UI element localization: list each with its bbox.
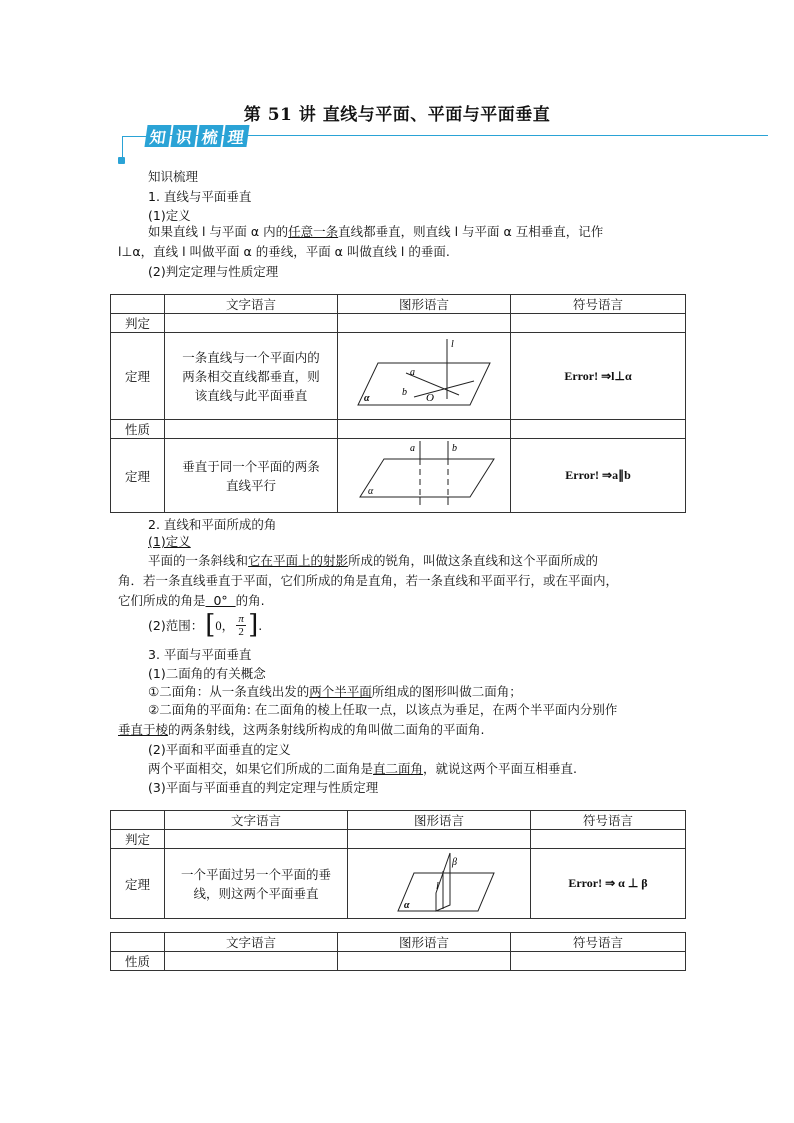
- cell-text: 一个平面过另一个平面的垂 线，则这两个平面垂直: [165, 849, 348, 919]
- cell-text: 垂直于同一个平面的两条 直线平行: [165, 439, 338, 513]
- s1-thm-label: (2)判定定理与性质定理: [148, 264, 279, 279]
- row-label: 定理: [111, 333, 165, 420]
- fig-label-o: O: [426, 391, 434, 404]
- s3-d1: (2)平面和平面垂直的定义: [148, 742, 291, 757]
- col-header: 符号语言: [531, 811, 686, 830]
- s2-line2: 角．若一条直线垂直于平面，它们所成的角是直角，若一条直线和平面平行，或在平面内，: [118, 573, 619, 588]
- s3-c4: 垂直于棱的两条射线，这两条射线所构成的角叫做二面角的平面角.: [118, 722, 485, 737]
- col-header: 符号语言: [511, 933, 686, 952]
- figure-line-perp-plane: [338, 333, 511, 420]
- s2-line1: 平面的一条斜线和它在平面上的射影所成的锐角，叫做这条直线和这个平面所成的: [148, 553, 599, 568]
- cell-symbol: Error! ⇒l⊥α: [511, 333, 686, 420]
- col-header: 图形语言: [338, 933, 511, 952]
- s2-def-label: (1)定义: [148, 534, 191, 549]
- row-label: 判定: [111, 830, 165, 849]
- cell-text: 一条直线与一个平面内的 两条相交直线都垂直，则 该直线与此平面垂直: [165, 333, 338, 420]
- col-header: 文字语言: [165, 295, 338, 314]
- page-title: 第 51 讲 直线与平面、平面与平面垂直: [243, 105, 551, 125]
- figure-parallel-perp-lines: [338, 439, 511, 513]
- banner-char: 梳: [196, 125, 223, 147]
- s3-c1: (1)二面角的有关概念: [148, 666, 266, 681]
- fig-label-alpha: α: [404, 900, 410, 911]
- table-plane-plane-judge: [110, 810, 686, 919]
- s3-d3: (3)平面与平面垂直的判定定理与性质定理: [148, 780, 379, 795]
- col-header: 文字语言: [165, 933, 338, 952]
- s1-def-line2: l⊥α，直线 l 叫做平面 α 的垂线，平面 α 叫做直线 l 的垂面.: [118, 244, 450, 259]
- cell-symbol: Error! ⇒ α ⊥ β: [531, 849, 686, 919]
- banner-char: 识: [170, 125, 197, 147]
- range-interval: [ 0， π 2 ] .: [205, 610, 263, 640]
- col-header: 文字语言: [165, 811, 348, 830]
- cell-symbol: Error! ⇒a∥b: [511, 439, 686, 513]
- s3-c2: ①二面角：从一条直线出发的两个半平面所组成的图形叫做二面角；: [148, 684, 522, 699]
- fig-label-b: b: [452, 443, 457, 454]
- banner-hook: [122, 136, 146, 137]
- s2-line3: 它们所成的角是 0° 的角.: [118, 593, 265, 608]
- section-label: 知识梳理: [148, 169, 199, 184]
- row-label: 定理: [111, 849, 165, 919]
- fig-label-beta: β: [452, 857, 457, 868]
- fig-label-alpha: α: [364, 392, 370, 404]
- fig-label-l: l: [451, 338, 454, 350]
- row-label: 性质: [111, 952, 165, 971]
- banner-char: 理: [222, 125, 249, 147]
- s3-d2: 两个平面相交，如果它们所成的二面角是直二面角，就说这两个平面互相垂直.: [148, 761, 578, 776]
- s3-heading: 3. 平面与平面垂直: [148, 647, 252, 662]
- fig-label-alpha: α: [368, 486, 374, 497]
- table-line-plane: [110, 294, 686, 513]
- s3-c3: ②二面角的平面角: 在二面角的棱上任取一点，以该点为垂足，在两个半平面内分别作: [148, 702, 618, 717]
- row-label: 定理: [111, 439, 165, 513]
- fig-label-a: a: [410, 443, 415, 454]
- section-banner: [118, 124, 778, 166]
- col-header: 符号语言: [511, 295, 686, 314]
- figure-perp-planes: [348, 849, 531, 919]
- s2-heading: 2. 直线和平面所成的角: [148, 517, 277, 532]
- fig-label-l: l: [436, 881, 439, 892]
- row-label: 判定: [111, 314, 165, 333]
- banner-dot: [118, 157, 125, 164]
- banner-char: 知: [144, 125, 171, 147]
- s1-heading: 1. 直线与平面垂直: [148, 189, 252, 204]
- row-label: 性质: [111, 420, 165, 439]
- fig-label-a: a: [410, 366, 415, 378]
- s2-range: [148, 612, 262, 638]
- range-label: (2)范围：: [148, 618, 204, 633]
- col-header: 图形语言: [348, 811, 531, 830]
- s1-def-line1: 如果直线 l 与平面 α 内的任意一条直线都垂直，则直线 l 与平面 α 互相垂直，记作: [148, 224, 604, 239]
- table-plane-plane-property: [110, 932, 686, 971]
- s1-def-label: (1)定义: [148, 208, 191, 223]
- col-header: 图形语言: [338, 295, 511, 314]
- fig-label-b: b: [402, 386, 407, 398]
